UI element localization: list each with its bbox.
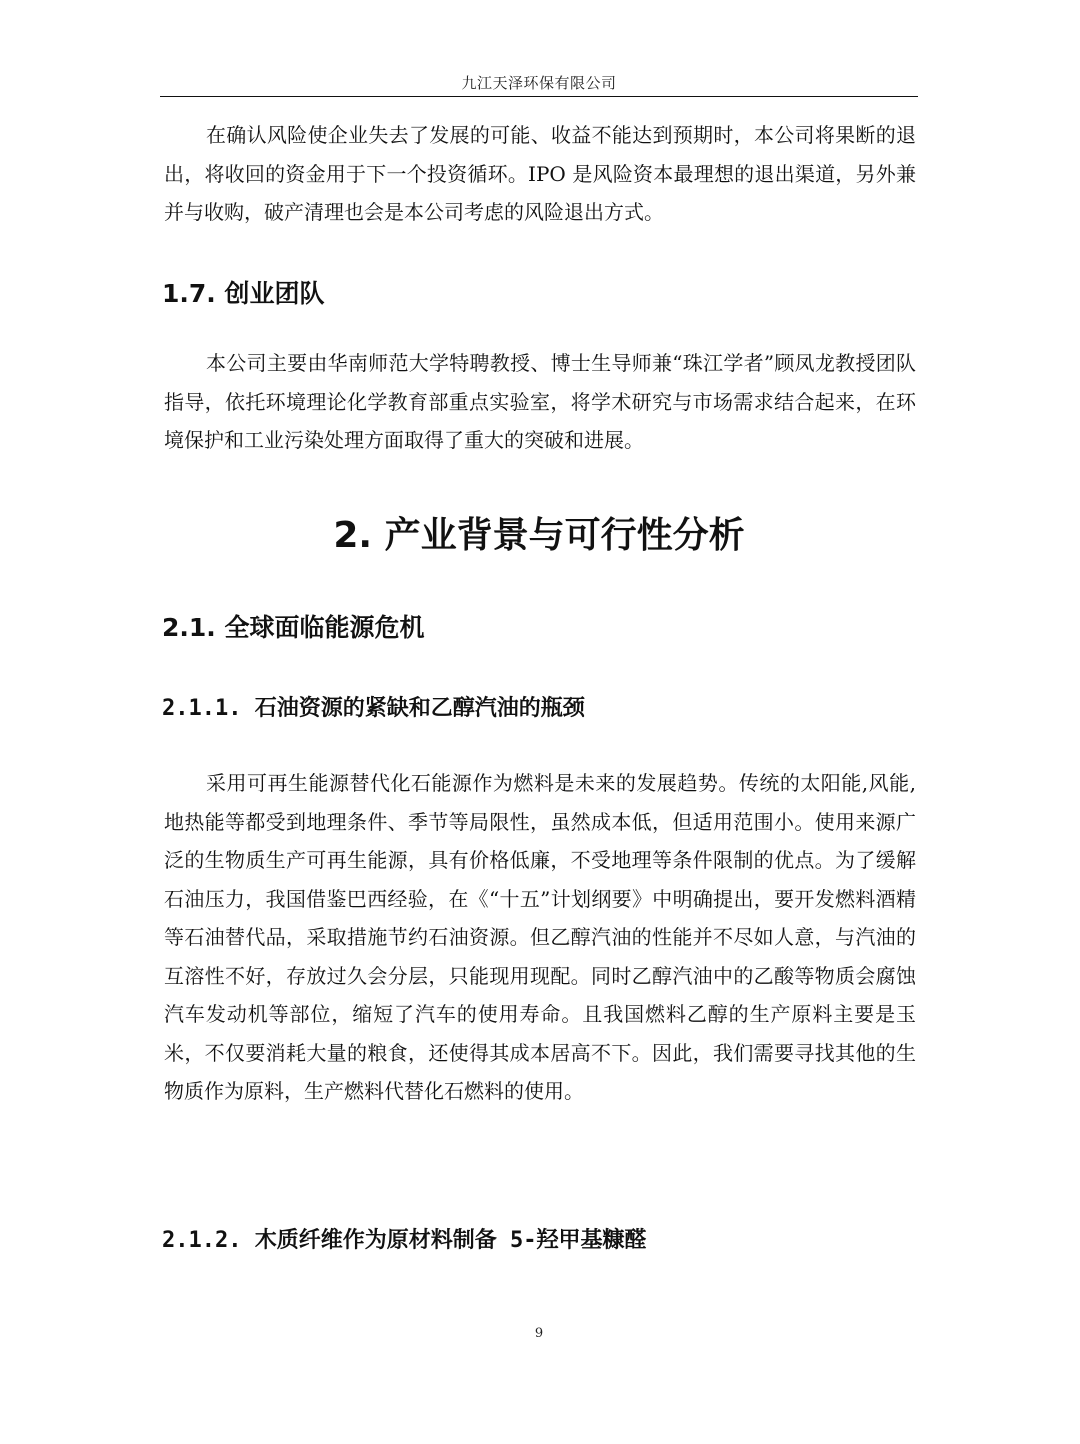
- chapter-heading-2: 2. 产业背景与可行性分析: [333, 515, 745, 556]
- section-heading-2-1: 2.1. 全球面临能源危机: [162, 613, 425, 642]
- section-heading-1-7: 1.7. 创业团队: [162, 279, 325, 308]
- subsection-heading-2-1-2: 2.1.2. 木质纤维作为原材料制备 5-羟甲基糠醛: [162, 1228, 647, 1253]
- subsection-heading-2-1-1: 2.1.1. 石油资源的紧缺和乙醇汽油的瓶颈: [162, 696, 585, 721]
- paragraph-oil-shortage: 采用可再生能源替代化石能源作为燃料是未来的发展趋势。传统的太阳能,风能,地热能等都受到地理条件、季节等局限性，虽然成本低，但适用范围小。使用来源广泛的生物质生产可再生能源，具有价格低廉，不受地理等条件限制的优点。为了缓解石油压力，我国借鉴巴西经验，在《“十五”计划纲要》中明确提出，要开发燃料酒精等石油替代品，采取措施节约石油资源。但乙醇汽油的性能并不尽如人意，与汽油的互溶性不好，存放过久会分层，只能现用现配。同时乙醇汽油中的乙酸等物质会腐蚀汽车发动机等部位，缩短了汽车的使用寿命。且我国燃料乙醇的生产原料主要是玉米，不仅要消耗大量的粮食，还使得其成本居高不下。因此，我们需要寻找其他的生物质作为原料，生产燃料代替化石燃料的使用。: [164, 771, 916, 1103]
- page-number: 9: [534, 1326, 544, 1341]
- running-header: 九江天泽环保有限公司: [461, 74, 617, 92]
- header-divider: [160, 96, 918, 97]
- paragraph-risk-exit: 在确认风险使企业失去了发展的可能、收益不能达到预期时，本公司将果断的退出，将收回的资金用于下一个投资循环。IPO 是风险资本最理想的退出渠道，另外兼并与收购，破产清理也会是本公司考虑的风险退出方式。: [164, 123, 916, 224]
- paragraph-founding-team: 本公司主要由华南师范大学特聘教授、博士生导师兼“珠江学者”顾凤龙教授团队指导，依托环境理论化学教育部重点实验室，将学术研究与市场需求结合起来，在环境保护和工业污染处理方面取得了重大的突破和进展。: [164, 351, 916, 452]
